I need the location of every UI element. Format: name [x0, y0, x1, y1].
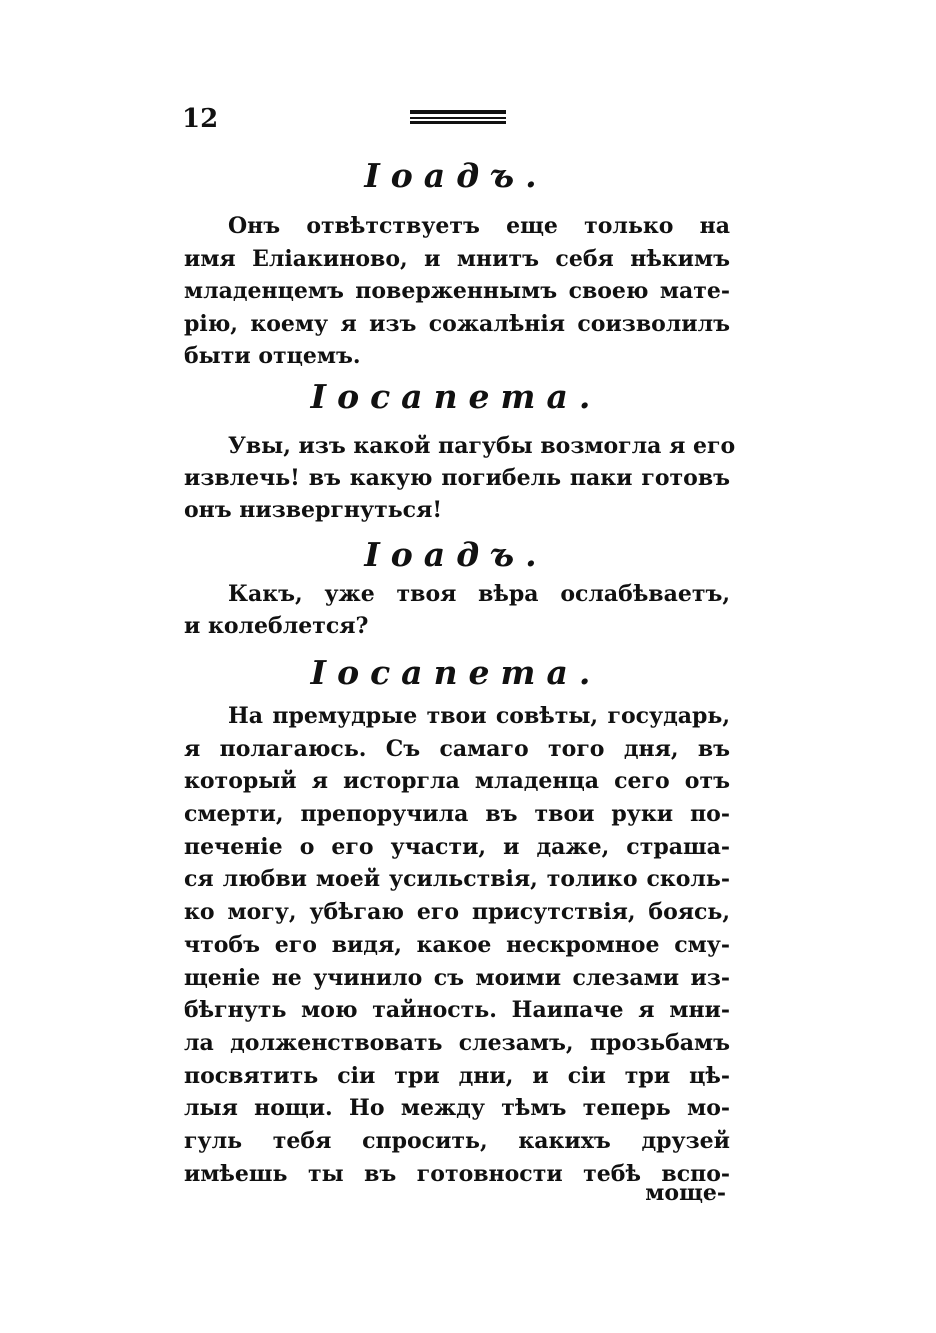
text-line: имѣешь ты въ готовности тебѣ вспо- — [184, 1160, 730, 1187]
speech-paragraph — [184, 700, 730, 1190]
text-line: который я исторгла младенца сего отъ — [184, 768, 730, 795]
text-line: гуль тебя спросить, какихъ друзей — [184, 1127, 730, 1154]
speaker-heading: Іоадъ. — [364, 535, 548, 574]
text-line: смерти, препоручила въ твои руки по- — [184, 801, 730, 828]
rule-bar-thick — [410, 110, 506, 114]
text-line: бѣгнуть мою тайность. Наипаче я мни- — [184, 997, 730, 1024]
text-line: ся любви моей усильствія, толико сколь- — [184, 866, 730, 893]
text-line: я полагаюсь. Съ самаго того дня, въ — [184, 735, 730, 762]
text-line: лыя нощи. Но между тѣмъ теперь мо- — [184, 1095, 730, 1122]
speaker-heading: Іосапета. — [310, 653, 602, 692]
header-ornament-rule — [410, 110, 506, 124]
text-line: младенцемъ поверженнымъ своею мате- — [184, 278, 730, 304]
rule-bar-thin — [410, 117, 506, 119]
rule-bar-medium — [410, 121, 506, 124]
text-line: онъ низвергнуться! — [184, 497, 442, 523]
text-line: извлечь! въ какую погибель паки готовъ — [184, 465, 730, 491]
speaker-heading: Іосапета. — [310, 377, 602, 416]
text-line: Увы, изъ какой пагубы возмогла я его — [228, 433, 736, 459]
speech-paragraph — [184, 578, 730, 642]
text-line: чтобъ его видя, какое нескромное сму- — [184, 931, 730, 958]
text-line: имя Еліакиново, и мнитъ себя нѣкимъ — [184, 245, 730, 272]
text-line: ла долженствовать слезамъ, прозьбамъ — [184, 1029, 730, 1056]
text-line: печеніе о его участи, и даже, страша- — [184, 833, 730, 860]
speech-paragraph — [184, 210, 730, 373]
text-line: щеніе не учинило съ моими слезами из- — [184, 964, 730, 991]
speech-paragraph — [184, 430, 736, 526]
text-line: Онъ отвѣтствуетъ еще только на — [228, 213, 730, 239]
text-line: посвятить сіи три дни, и сіи три цѣ- — [184, 1062, 730, 1089]
text-line: быти отцемъ. — [184, 343, 361, 369]
text-line: На премудрые твои совѣты, государь, — [228, 703, 730, 729]
text-line: рію, коему я изъ сожалѣнія соизволилъ — [184, 310, 730, 337]
catchword: моще- — [645, 1180, 726, 1206]
text-line: и колеблется? — [184, 613, 369, 639]
speaker-heading: Іоадъ. — [364, 156, 548, 195]
text-line: Какъ, уже твоя вѣра ослабѣваетъ, — [228, 581, 730, 607]
text-line: ко могу, убѣгаю его присутствія, боясь, — [184, 899, 730, 926]
page-number: 12 — [182, 104, 219, 134]
